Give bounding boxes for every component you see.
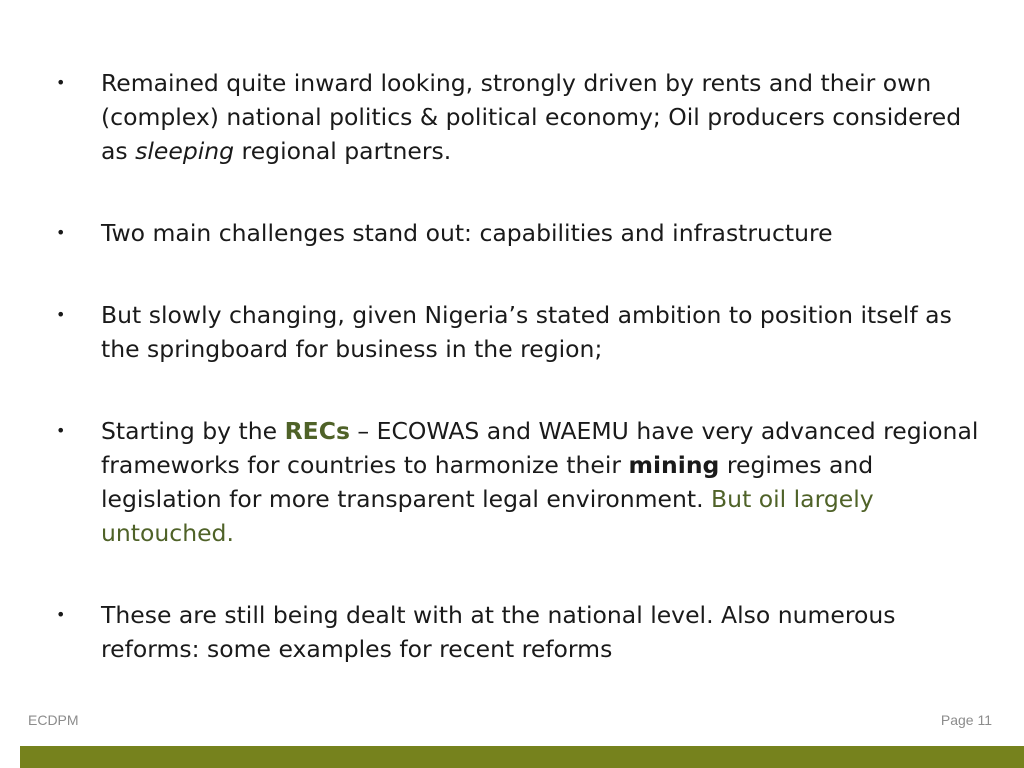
bullet-item bbox=[56, 298, 986, 366]
bullet-glyph: • bbox=[56, 605, 66, 624]
text-segment: Two main challenges stand out: capabilities and infrastructure bbox=[101, 219, 833, 247]
mining-term: mining bbox=[628, 451, 720, 479]
bullet-text bbox=[101, 601, 896, 663]
text-segment: regional partners. bbox=[234, 137, 452, 165]
bullet-glyph: • bbox=[56, 305, 66, 324]
bullet-text bbox=[101, 219, 833, 247]
text-segment: – ECOWAS and WAEMU have very advanced regional frameworks for countries to harmonize their bbox=[101, 417, 979, 479]
slide-body bbox=[56, 66, 986, 666]
bullet-list bbox=[56, 66, 986, 666]
text-segment: Remained quite inward looking, strongly driven by rents and their own (complex) national politics & political economy; Oil producers considered as bbox=[101, 69, 962, 165]
bullet-item bbox=[56, 598, 986, 666]
bullet-glyph: • bbox=[56, 421, 66, 440]
bullet-glyph: • bbox=[56, 223, 66, 242]
bullet-text bbox=[101, 301, 952, 363]
text-segment: Starting by the bbox=[101, 417, 285, 445]
text-segment: regimes and legislation for more transparent legal environment. bbox=[101, 451, 874, 513]
text-segment: But slowly changing, given Nigeria’s stated ambition to position itself as the springboard for business in the region; bbox=[101, 301, 952, 363]
text-segment: These are still being dealt with at the national level. Also numerous reforms: some examples for recent reforms bbox=[101, 601, 896, 663]
bullet-item bbox=[56, 216, 986, 250]
emphasis-text: sleeping bbox=[135, 137, 235, 165]
footer-bar bbox=[20, 746, 1024, 768]
bullet-text bbox=[101, 417, 978, 547]
bullet-glyph: • bbox=[56, 73, 66, 92]
recs-term: RECs bbox=[284, 417, 350, 445]
bullet-item bbox=[56, 66, 986, 168]
page-number: Page 11 bbox=[940, 712, 992, 728]
bullet-text bbox=[101, 69, 961, 165]
footer-organization: ECDPM bbox=[28, 712, 79, 728]
highlight-text: But oil largely untouched. bbox=[101, 485, 874, 547]
bullet-item bbox=[56, 414, 986, 550]
